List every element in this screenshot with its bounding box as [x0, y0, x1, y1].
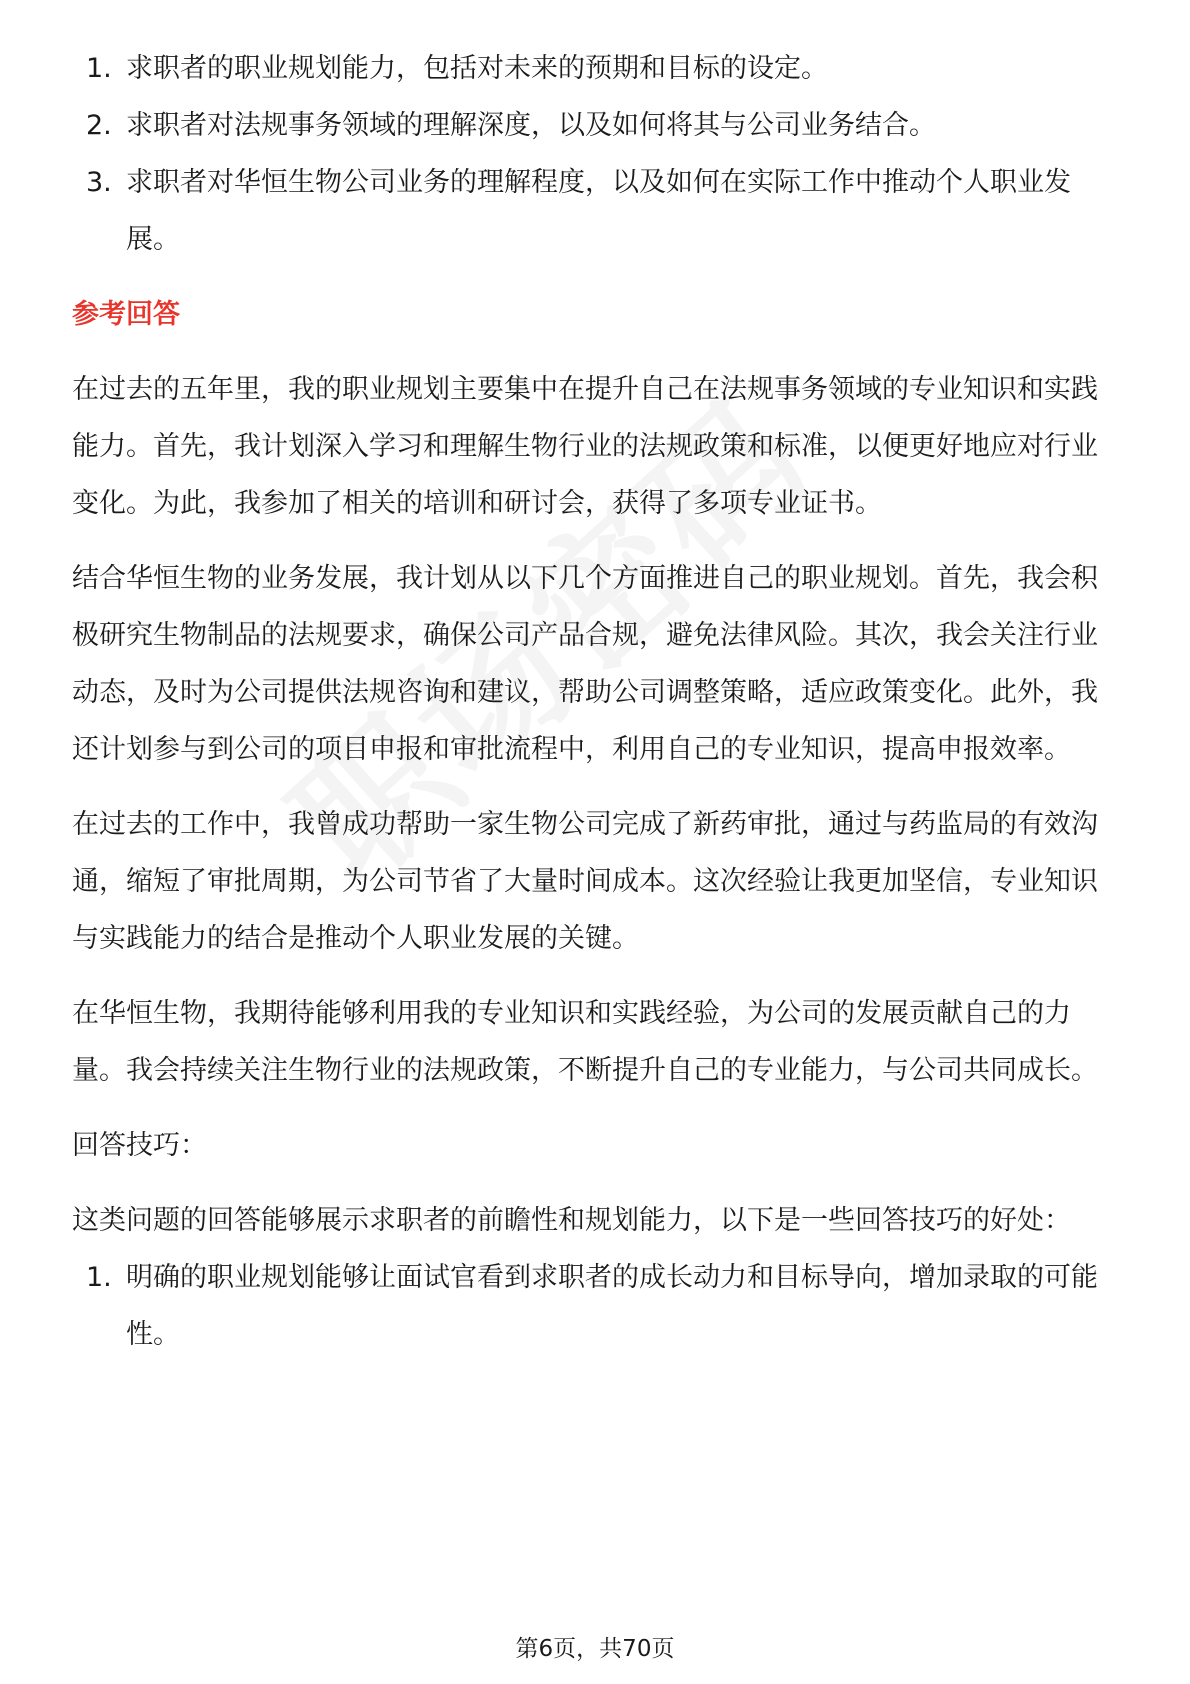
- list-item-text: 求职者对华恒生物公司业务的理解程度，以及如何在实际工作中推动个人职业发展。: [126, 167, 1071, 255]
- list-item: [72, 154, 1122, 268]
- answer-paragraph-3: 在过去的工作中，我曾成功帮助一家生物公司完成了新药审批，通过与药监局的有效沟通，缩短了审批周期，为公司节省了大量时间成本。这次经验让我更加坚信，专业知识与实践能力的结合是推动个人职业发展的关键。: [72, 809, 1098, 954]
- page-number-footer: 第6页，共70页: [515, 1636, 675, 1662]
- list-item-number: 2.: [86, 110, 112, 141]
- intro-list: [72, 40, 1122, 268]
- page-content: [72, 40, 1122, 1363]
- list-item-text: 明确的职业规划能够让面试官看到求职者的成长动力和目标导向，增加录取的可能性。: [126, 1262, 1098, 1350]
- answer-paragraph-2: 结合华恒生物的业务发展，我计划从以下几个方面推进自己的职业规划。首先，我会积极研究生物制品的法规要求，确保公司产品合规，避免法律风险。其次，我会关注行业动态，及时为公司提供法规咨询和建议，帮助公司调整策略，适应政策变化。此外，我还计划参与到公司的项目申报和审批流程中，利用自己的专业知识，提高申报效率。: [72, 563, 1098, 765]
- tips-list: [72, 1249, 1122, 1363]
- answer-paragraph-4: 在华恒生物，我期待能够利用我的专业知识和实践经验，为公司的发展贡献自己的力量。我会持续关注生物行业的法规政策，不断提升自己的专业能力，与公司共同成长。: [72, 998, 1098, 1086]
- list-item: [72, 1249, 1122, 1363]
- list-item-number: 1.: [86, 53, 112, 84]
- answer-paragraph-1: 在过去的五年里，我的职业规划主要集中在提升自己在法规事务领域的专业知识和实践能力。首先，我计划深入学习和理解生物行业的法规政策和标准，以便更好地应对行业变化。为此，我参加了相关的培训和研讨会，获得了多项专业证书。: [72, 374, 1098, 519]
- list-item: [72, 40, 1122, 97]
- tips-label: 回答技巧：: [72, 1130, 207, 1161]
- list-item-text: 求职者对法规事务领域的理解深度，以及如何将其与公司业务结合。: [126, 110, 936, 141]
- tips-intro: 这类问题的回答能够展示求职者的前瞻性和规划能力，以下是一些回答技巧的好处：: [72, 1205, 1071, 1236]
- list-item-number: 3.: [86, 167, 112, 198]
- reference-answer-heading: 参考回答: [72, 299, 180, 330]
- list-item-number: 1.: [86, 1262, 112, 1293]
- list-item: [72, 97, 1122, 154]
- list-item-text: 求职者的职业规划能力，包括对未来的预期和目标的设定。: [126, 53, 828, 84]
